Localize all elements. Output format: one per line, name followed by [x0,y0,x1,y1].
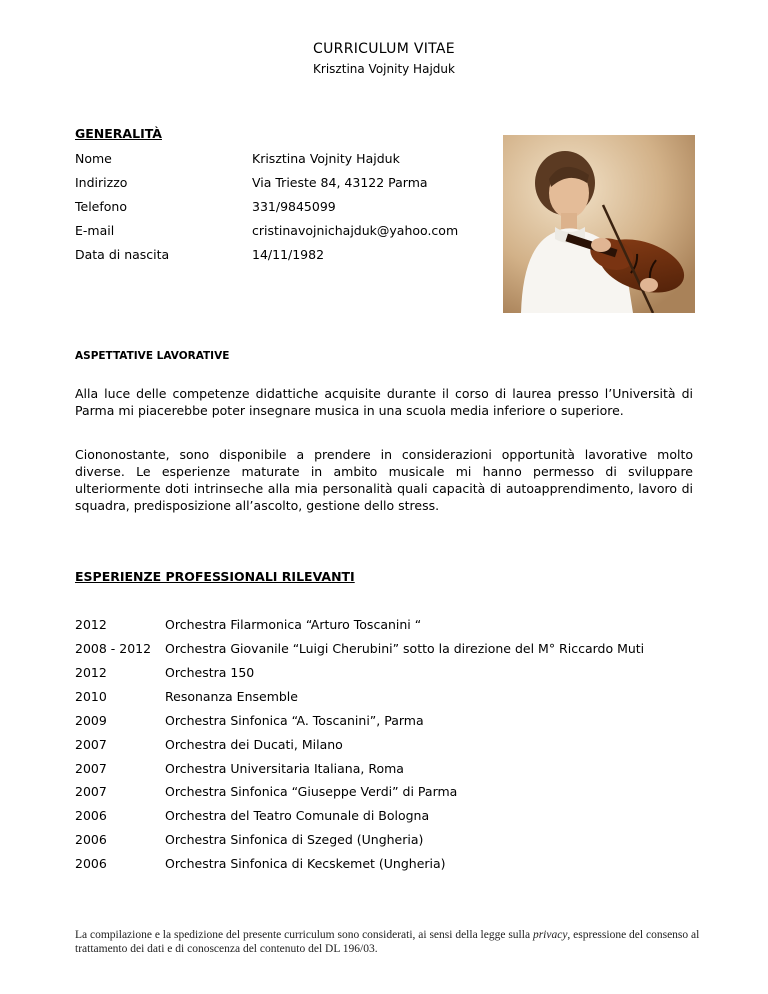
info-value: 331/9845099 [252,199,336,214]
section-heading-generalita: GENERALITÀ [75,126,162,141]
experience-desc: Orchestra Universitaria Italiana, Roma [165,761,404,776]
info-value: Via Trieste 84, 43122 Parma [252,175,428,190]
experience-year: 2006 [75,856,107,871]
footer-text: , espressione del consenso al trattamento dei dati e di conoscenza del contenuto del DL 196/03. [75,929,700,955]
experience-desc: Orchestra Filarmonica “Arturo Toscanini “ [165,617,422,632]
experience-desc: Orchestra 150 [165,665,255,680]
profile-photo [503,135,695,313]
info-label: Data di nascita [75,247,170,262]
document-title: CURRICULUM VITAE [313,41,455,57]
section-heading-aspettative: ASPETTATIVE LAVORATIVE [75,350,230,362]
privacy-footer [75,928,700,956]
info-label: Indirizzo [75,175,128,190]
experience-desc: Orchestra del Teatro Comunale di Bologna [165,808,430,823]
info-value: cristinavojnichajduk@yahoo.com [252,223,459,238]
info-label: Telefono [75,199,127,214]
document-subtitle: Krisztina Vojnity Hajduk [313,62,455,76]
experience-desc: Resonanza Ensemble [165,689,298,704]
info-value: Krisztina Vojnity Hajduk [252,151,400,166]
info-value: 14/11/1982 [252,247,325,262]
experience-year: 2006 [75,808,107,823]
experience-year: 2007 [75,737,107,752]
experience-year: 2007 [75,761,107,776]
experience-desc: Orchestra Sinfonica di Szeged (Ungheria) [165,832,424,847]
paragraph: Ciononostante, sono disponibile a prendere in considerazioni opportunità lavorative molto diverse. Le esperienze maturate in ambito musicale mi hanno permesso di sviluppare ulteriormente doti intrinseche alla mia personalità quali capacità di autoapprendimento, lavoro di squadra, predisposizione all’ascolto, gestione dello stress. [75,447,693,513]
footer-text: La compilazione e la spedizione del presente curriculum sono considerati, ai sensi della legge sulla [75,929,533,941]
experience-year: 2012 [75,617,107,632]
experience-year: 2008 - 2012 [75,641,152,656]
experience-year: 2007 [75,784,107,799]
experience-desc: Orchestra Giovanile “Luigi Cherubini” sotto la direzione del M° Riccardo Muti [165,641,645,656]
experience-year: 2012 [75,665,107,680]
paragraph: Alla luce delle competenze didattiche acquisite durante il corso di laurea presso l’Università di Parma mi piacerebbe poter insegnare musica in una scuola media inferiore o superiore. [75,386,693,418]
info-label: E-mail [75,223,115,238]
info-label: Nome [75,151,112,166]
experience-year: 2006 [75,832,107,847]
experience-desc: Orchestra Sinfonica di Kecskemet (Ungheria) [165,856,446,871]
experience-desc: Orchestra Sinfonica “A. Toscanini”, Parma [165,713,424,728]
experience-year: 2010 [75,689,107,704]
violinist-photo-icon [503,135,695,313]
experience-year: 2009 [75,713,107,728]
section-heading-esperienze: ESPERIENZE PROFESSIONALI RILEVANTI [75,569,355,584]
experience-desc: Orchestra Sinfonica “Giuseppe Verdi” di Parma [165,784,458,799]
footer-emphasis: privacy [532,929,568,941]
experience-desc: Orchestra dei Ducati, Milano [165,737,343,752]
